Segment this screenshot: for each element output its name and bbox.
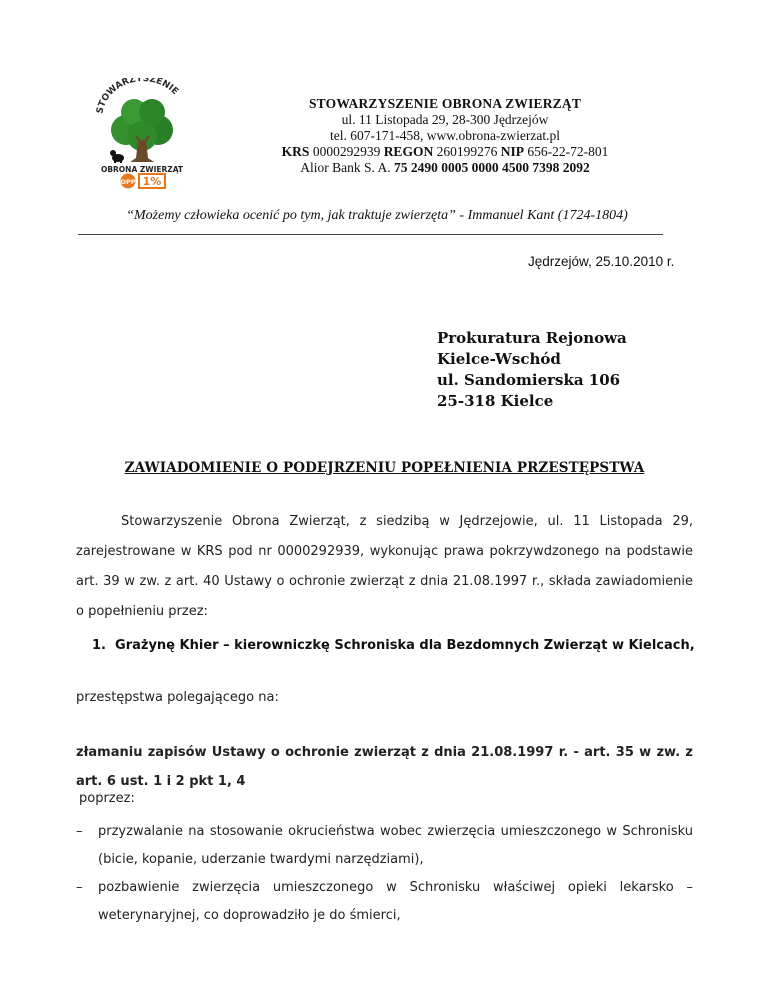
nip-value: 656-22-72-801 <box>523 144 609 159</box>
registry-numbers <box>240 144 650 160</box>
opp-badge-icon <box>120 174 135 189</box>
addressee-line-4: 25-318 Kielce <box>437 392 554 410</box>
bank-name: Alior Bank S. A. <box>300 160 394 175</box>
krs-label: KRS <box>281 144 310 159</box>
place-and-date: Jędrzejów, 25.10.2010 r. <box>528 254 675 269</box>
addressee-block <box>437 328 627 412</box>
motto-quote: “Możemy człowieka ocenić po tym, jak traktuje zwierzęta” - Immanuel Kant (1724-1804) <box>126 208 628 223</box>
charges-list <box>76 818 693 930</box>
nip-label: NIP <box>500 144 524 159</box>
crime-intro: przestępstwa polegającego na: <box>76 690 279 705</box>
list-item <box>76 874 693 930</box>
organization-logo <box>92 78 192 190</box>
tree-icon <box>111 99 173 162</box>
opp-badge-text: OPP <box>120 178 136 186</box>
bullet-dash: – <box>76 824 83 839</box>
header-divider <box>78 234 663 235</box>
legal-violation: złamaniu zapisów Ustawy o ochronie zwierząt z dnia 21.08.1997 r. - art. 35 w zw. z art. 6 ust. 1 i 2 pkt 1, 4 <box>76 745 693 789</box>
logo-banner-text: OBRONA ZWIERZĄT <box>100 165 184 174</box>
bank-account-number: 75 2490 0005 0000 4500 7398 2092 <box>394 160 590 175</box>
organization-name: STOWARZYSZENIE OBRONA ZWIERZĄT <box>308 96 582 111</box>
list-item <box>76 818 693 874</box>
addressee-line-1: Prokuratura Rejonowa <box>437 329 627 347</box>
bank-account-line <box>240 160 650 176</box>
regon-label: REGON <box>383 144 434 159</box>
organization-address: ul. 11 Listopada 29, 28-300 Jędrzejów <box>341 112 549 127</box>
organization-contact: tel. 607-171-458, www.obrona-zwierzat.pl <box>329 128 561 143</box>
one-percent-text: 1% <box>142 175 162 188</box>
document-title: ZAWIADOMIENIE O PODEJRZENIU POPEŁNIENIA PRZESTĘPSTWA <box>124 460 645 476</box>
addressee-line-2: Kielce-Wschód <box>437 350 561 368</box>
intro-paragraph: Stowarzyszenie Obrona Zwierząt, z siedzibą w Jędrzejowie, ul. 11 Listopada 29, zarejestrowane w KRS pod nr 0000292939, wykonując prawa pokrzywdzonego na podstawie art. 39 w zw. z art. 40 Ustawy o ochronie zwierząt z dnia 21.08.1997 r., składa zawiadomienie o popełnieniu przez: <box>76 514 693 619</box>
logo-arc-text: STOWARZYSZENIE <box>95 78 180 115</box>
list-item-text: przyzwalanie na stosowanie okrucieństwa wobec zwierzęcia umieszczonego w Schronisku (bicie, kopanie, uderzanie twardymi narzędziami), <box>98 824 693 867</box>
bullet-dash: – <box>76 880 83 895</box>
list-item-text: pozbawienie zwierzęcia umieszczonego w Schronisku właściwej opieki lekarsko – weterynaryjnej, co doprowadziło je do śmierci, <box>98 880 693 923</box>
krs-value: 0000292939 <box>309 144 384 159</box>
dog-icon <box>110 150 124 163</box>
regon-value: 260199276 <box>433 144 501 159</box>
accused-person-item: 1. Grażynę Khier – kierowniczkę Schroniska dla Bezdomnych Zwierząt w Kielcach, <box>92 638 695 653</box>
one-percent-badge <box>139 174 165 188</box>
addressee-line-3: ul. Sandomierska 106 <box>437 371 621 389</box>
through-label: poprzez: <box>79 791 135 806</box>
letterhead <box>240 96 650 176</box>
